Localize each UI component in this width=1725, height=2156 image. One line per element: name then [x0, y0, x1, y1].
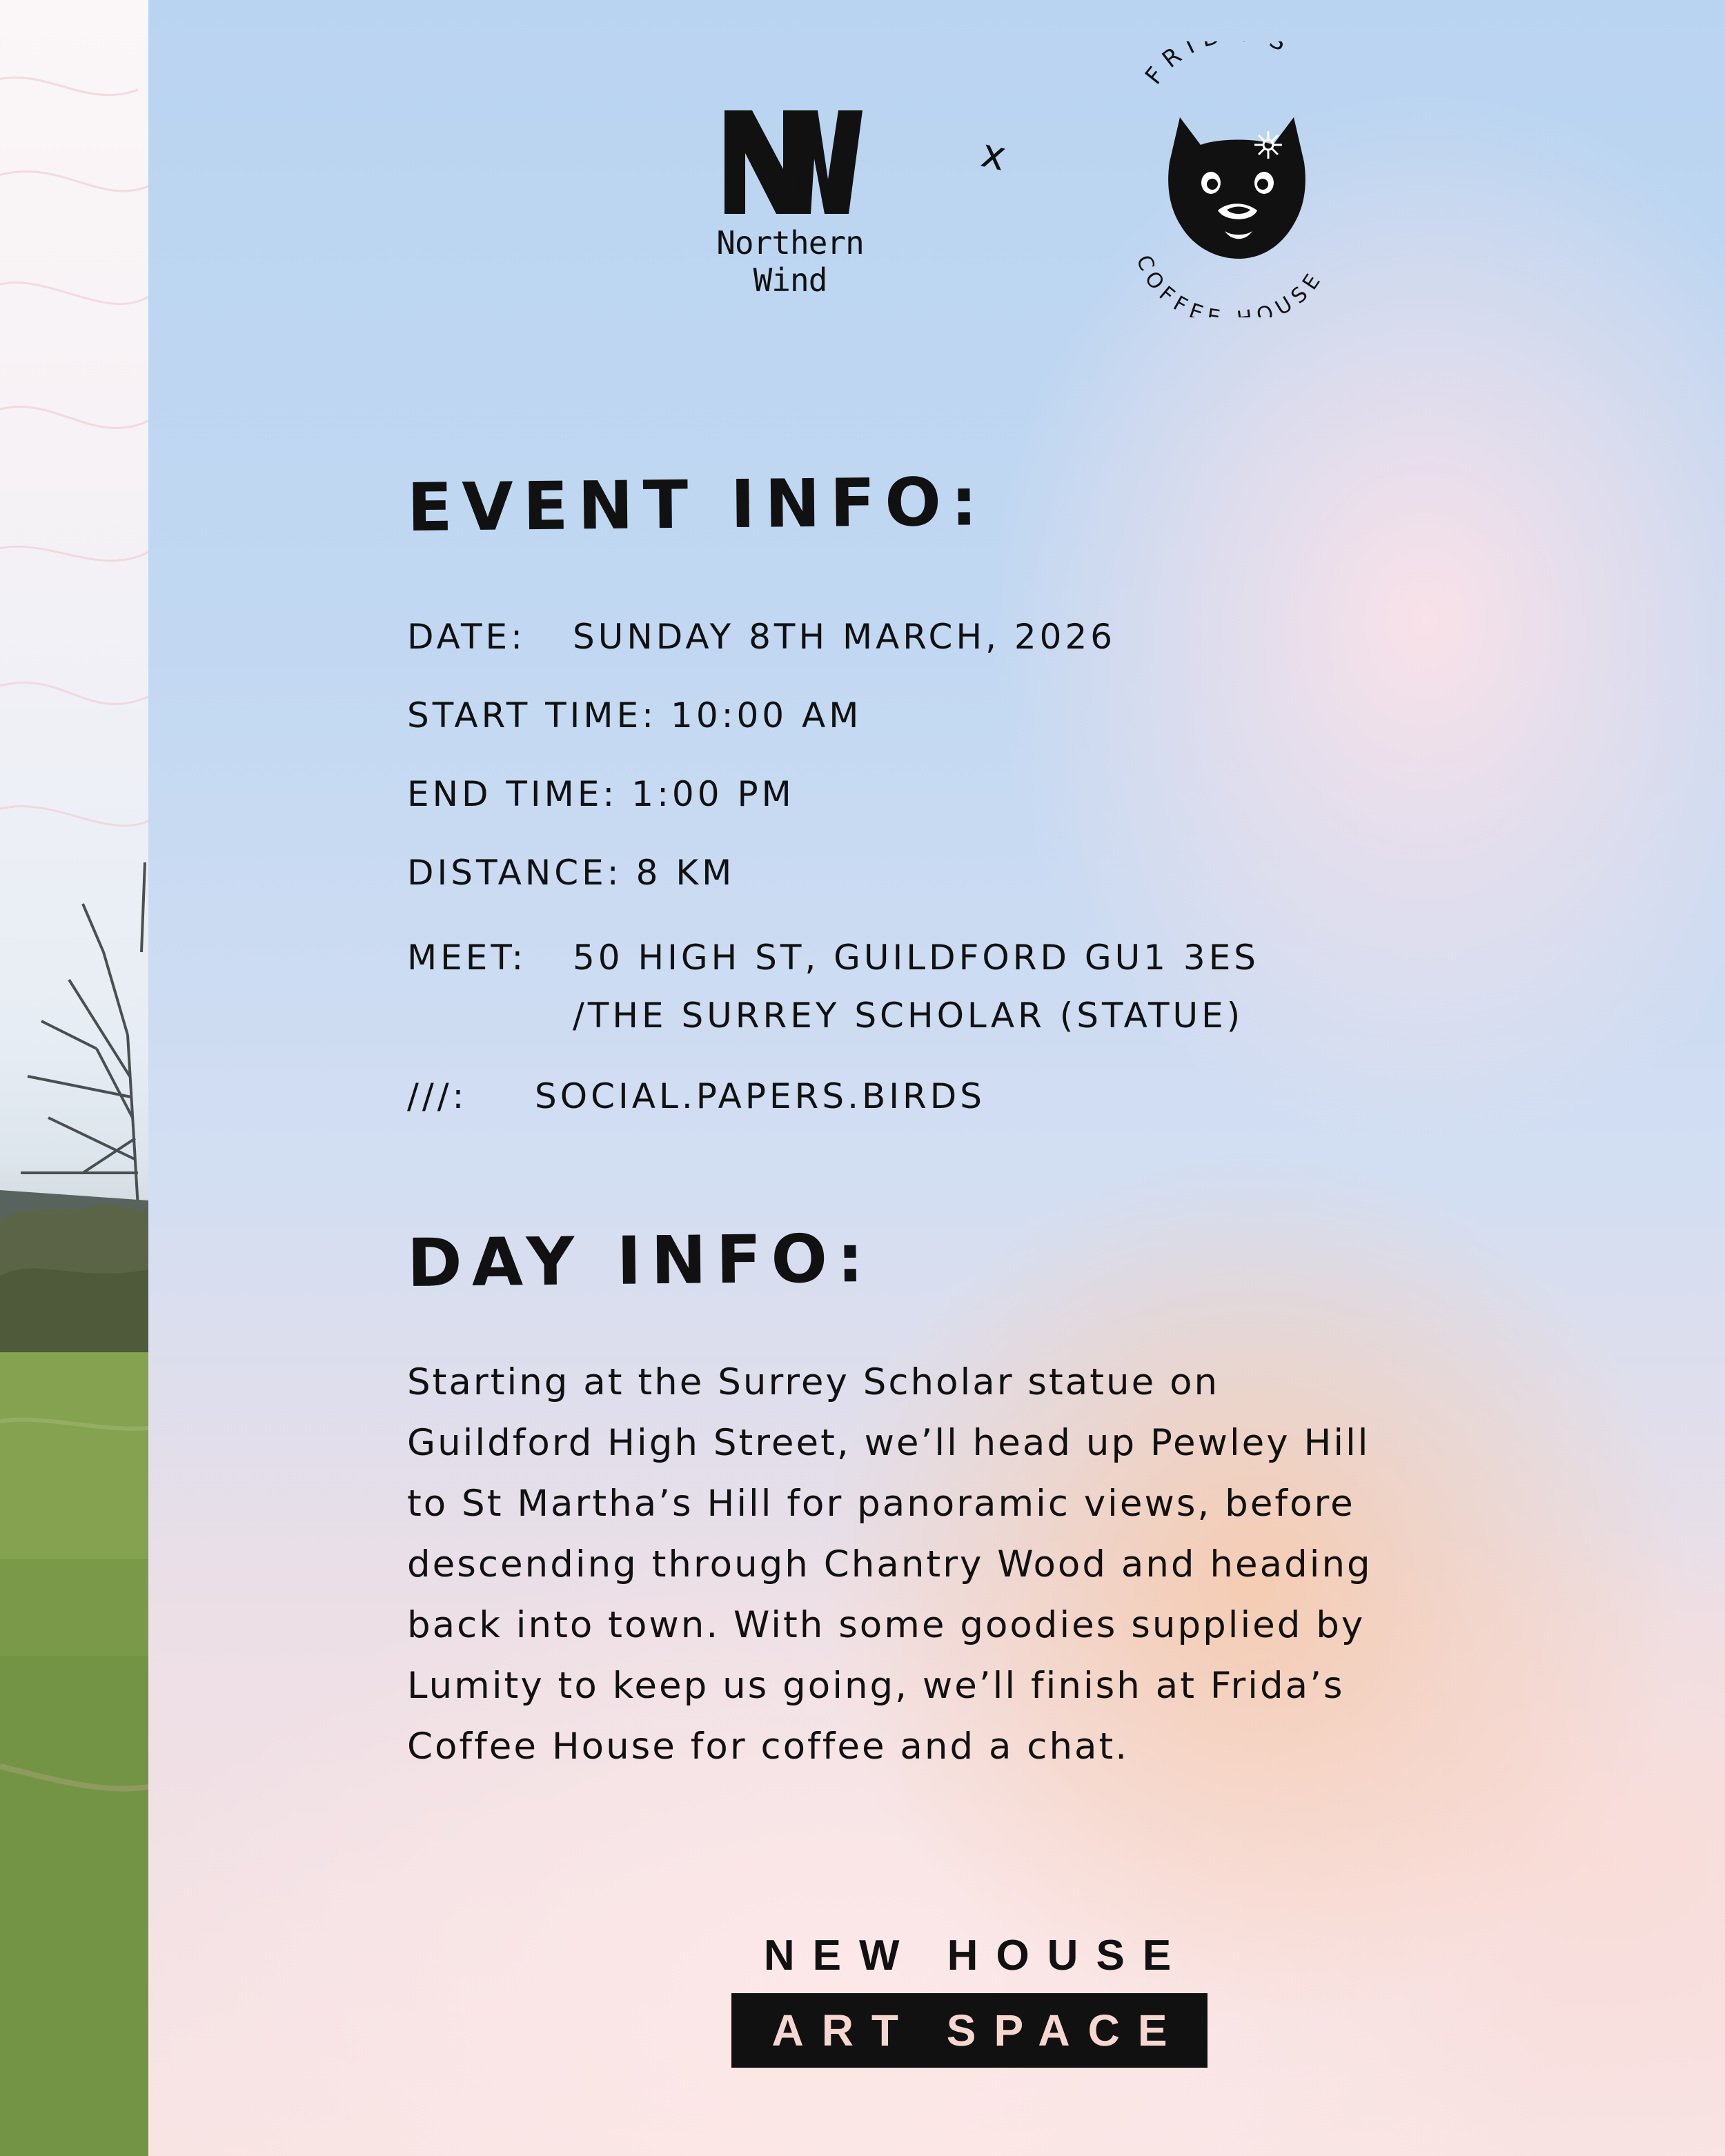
event-info-heading: EVENT INFO: — [406, 463, 987, 546]
info-row-date — [407, 614, 1649, 660]
info-label: START TIME: — [407, 695, 658, 735]
poster-panel — [148, 0, 1725, 2156]
day-info-section — [406, 1219, 874, 1302]
collab-x-symbol: x — [977, 129, 1011, 180]
northern-wind-logo — [676, 110, 904, 299]
info-value: SUNDAY 8TH MARCH, 2026 — [573, 617, 1116, 657]
meet-address — [573, 929, 1259, 1045]
info-label: ///: — [407, 1076, 468, 1116]
frida-top-text: FRI S — [1139, 41, 1298, 90]
info-value: 1:00 PM — [631, 774, 795, 814]
info-label: DISTANCE: — [407, 853, 622, 893]
info-row-meet — [407, 929, 1649, 1045]
fridas-coffee-house-logo — [1104, 41, 1352, 317]
day-info-description: Starting at the Surrey Scholar statue on Guildford High Street, we’ll head up Pewley Hill to St Martha’s Hill for panoramic views, before descending through Chantry Wood and heading back into town. With some goodies supplied by Lumity to keep us going, we’ll finish at Frida’s Coffee House for coffee and a chat. — [407, 1361, 1372, 1768]
logo-box — [731, 1993, 1208, 2068]
info-label: MEET: — [407, 938, 527, 978]
logo-row — [148, 0, 1725, 345]
info-value: 10:00 AM — [671, 695, 862, 735]
landscape-photo — [0, 0, 148, 2156]
info-row-start-time — [407, 693, 1649, 738]
northern-wind-name: Northern Wind — [716, 224, 864, 299]
info-label: END TIME: — [407, 774, 618, 814]
info-row-what3words — [407, 1074, 1649, 1119]
northern-wind-mark-icon — [724, 110, 862, 214]
what3words-address[interactable]: SOCIAL.PAPERS.BIRDS — [535, 1076, 986, 1116]
svg-text:FRIDA'S — [1140, 41, 1298, 90]
landscape-photo-strip — [0, 0, 148, 2156]
info-row-end-time — [407, 771, 1649, 817]
frida-bottom-text: COFFE OUSE — [1131, 252, 1329, 317]
new-house-art-space-logo — [728, 1928, 1211, 2068]
info-label: DATE: — [407, 617, 526, 657]
french-bulldog-icon — [1104, 41, 1352, 317]
meet-address-line-1: 50 HIGH ST, GUILDFORD GU1 3ES — [573, 938, 1260, 978]
info-value: 8 KM — [635, 853, 736, 893]
logo-top-line: NEW HOUSE — [763, 1932, 1190, 1979]
logo-bottom-line: ART SPACE — [771, 2006, 1185, 2055]
meet-address-line-2: /THE SURREY SCHOLAR (STATUE) — [573, 996, 1244, 1036]
info-row-distance — [407, 850, 1649, 896]
event-info-list — [407, 614, 1649, 1152]
event-info-section — [406, 463, 987, 546]
svg-text:COFFEE HOUSE — [1132, 252, 1329, 317]
day-info-heading: DAY INFO: — [406, 1219, 874, 1302]
